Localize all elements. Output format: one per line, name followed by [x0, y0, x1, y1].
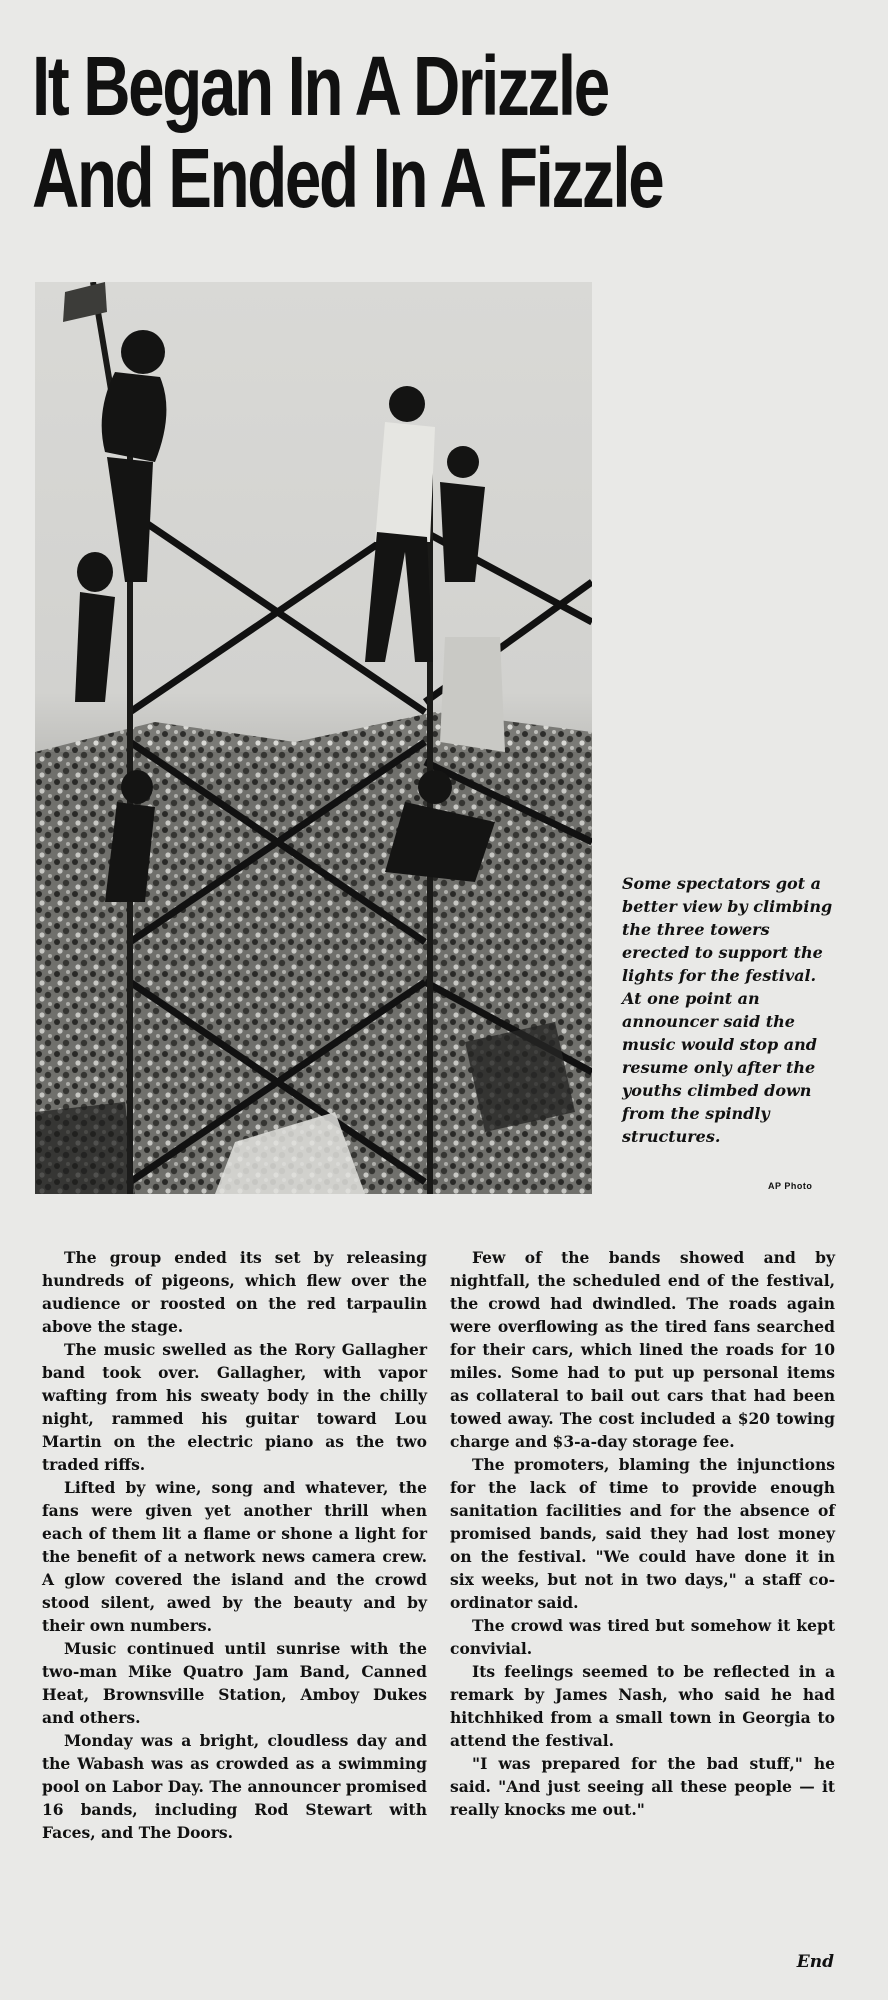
photo-caption: Some spectators got a better view by climbing the three towers erected to support the lights for the festival. At one point an announcer said the music would stop and resume only after the youths climbed down from the spindly structures.	[622, 874, 833, 1146]
paragraph: The promoters, blaming the injunctions for the lack of time to provide enough sanitation facilities and for the absence of promised bands, said they had lost money on the festival. "We could have done it in six weeks, but not in two days," a staff co-ordinator said.	[450, 1455, 835, 1612]
news-photo	[35, 282, 592, 1194]
paragraph: The crowd was tired but somehow it kept convivial.	[450, 1616, 835, 1658]
photo-credit: AP Photo	[768, 1181, 813, 1191]
paragraph: The music swelled as the Rory Gallagher band took over. Gallagher, with vapor wafting from his sweaty body in the chilly night, rammed his guitar toward Lou Martin on the electric piano as the two traded riffs.	[42, 1340, 427, 1474]
paragraph: Few of the bands showed and by nightfall, the scheduled end of the festival, the crowd had dwindled. The roads again were overflowing as the tired fans searched for their cars, which lined the roads for 10 miles. Some had to put up personal items as collateral to bail out cars that had been towed away. The cost included a $20 towing charge and $3-a-day storage fee.	[450, 1248, 835, 1451]
headline-line-2: And Ended In A Fizzle	[32, 131, 663, 225]
paragraph: The group ended its set by releasing hundreds of pigeons, which flew over the audience or roosted on the red tarpaulin above the stage.	[42, 1248, 427, 1336]
paragraph: Its feelings seemed to be reflected in a remark by James Nash, who said he had hitchhiked from a small town in Georgia to attend the festival.	[450, 1662, 835, 1750]
paragraph: "I was prepared for the bad stuff," he said. "And just seeing all these people — it really knocks me out."	[450, 1754, 835, 1819]
tower-climbers-photo	[35, 282, 592, 1194]
paragraph: Music continued until sunrise with the two-man Mike Quatro Jam Band, Canned Heat, Brownsville Station, Amboy Dukes and others.	[42, 1639, 427, 1727]
paragraph: Lifted by wine, song and whatever, the fans were given yet another thrill when each of them lit a flame or shone a light for the benefit of a network news camera crew. A glow covered the island and the crowd stood silent, awed by the beauty and by their own numbers.	[42, 1478, 427, 1635]
article-left-column	[42, 1246, 427, 1844]
article-right-column	[450, 1246, 835, 1821]
headline-line-1: It Began In A Drizzle	[32, 39, 608, 133]
end-mark: End	[796, 1952, 834, 1972]
paragraph: Monday was a bright, cloudless day and the Wabash was as crowded as a swimming pool on Labor Day. The announcer promised 16 bands, including Rod Stewart with Faces, and The Doors.	[42, 1731, 427, 1842]
headline	[32, 40, 672, 224]
